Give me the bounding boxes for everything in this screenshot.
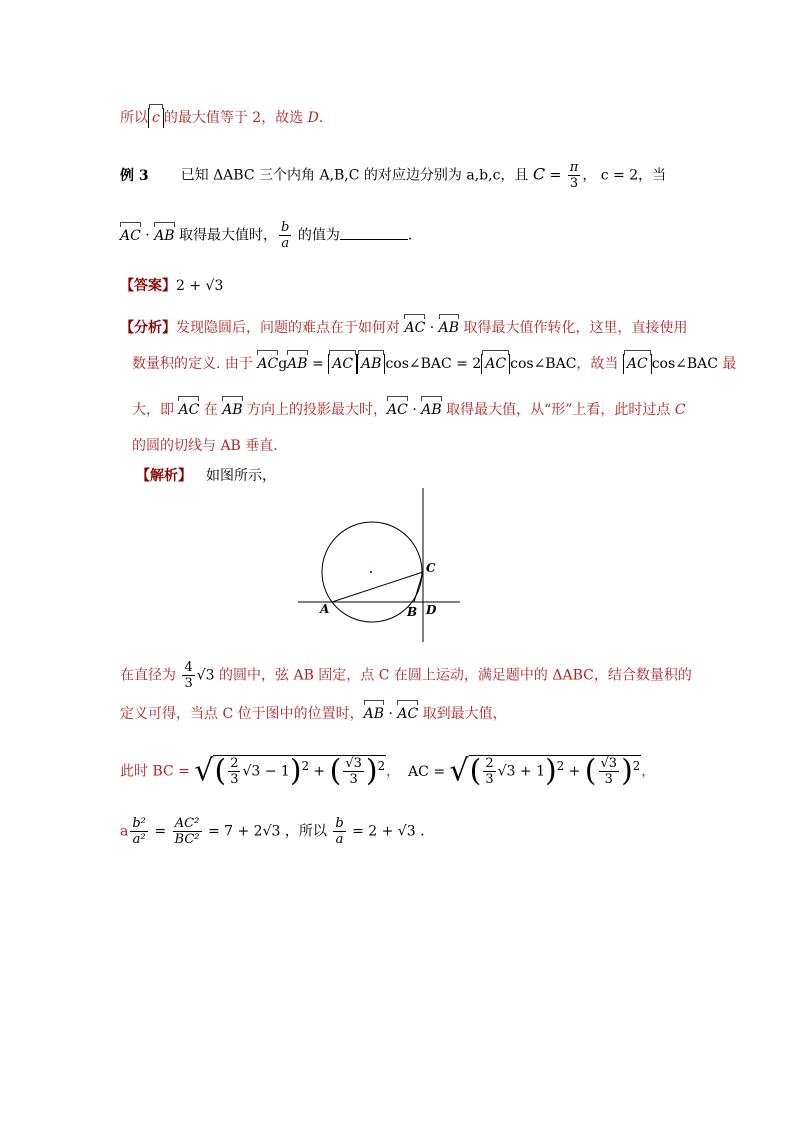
- body-text: 此时 BC =: [120, 763, 195, 780]
- example-3-line: [120, 160, 666, 191]
- frac-num: 4: [184, 660, 193, 675]
- eq-sign: =: [149, 823, 171, 840]
- vector-AB: AB: [438, 320, 460, 336]
- sqrt-ac: ( $\frac{2}{3}$ √3 + 1)$^2$ + ( $\frac{√3}{3}$ )$^2$: [469, 753, 641, 789]
- period: .: [407, 227, 413, 244]
- frac-den: a: [281, 236, 290, 251]
- body-line-3: 此时 BC = √( $\frac{2}{3}$ √3 − 1)$^2$ + ( $\frac{√3}{3}$ )$^2$， AC = √( $\frac{2}{3}$ √3 + 1)$^2$ + ( $\frac{√3}{3}$ )$^2$，: [120, 753, 656, 789]
- pi-over-3: [568, 160, 581, 191]
- example-label: 例 3: [120, 167, 149, 184]
- frac-num: √3: [600, 756, 618, 772]
- cos-expr: cos∠BAC = 2: [385, 356, 482, 372]
- text-dot: .: [318, 110, 324, 126]
- solution-label: 【解析】: [136, 468, 192, 484]
- vector-AB: AB: [154, 227, 175, 244]
- frac-den: 3: [604, 772, 613, 788]
- vector-AC: AC: [387, 402, 408, 418]
- minus-one: − 1: [260, 763, 290, 780]
- label-C: C: [426, 561, 436, 575]
- solution-line: [136, 466, 276, 486]
- vector-AB: AB: [421, 402, 442, 418]
- vector-AB: AB: [222, 402, 243, 418]
- vector-AC: AC: [397, 706, 419, 722]
- sqrt3: √3: [242, 763, 261, 780]
- segment-AC: [332, 572, 423, 602]
- vector-AC: AC: [178, 402, 200, 418]
- segment-BC: [414, 572, 423, 602]
- abs-AC: AC: [481, 354, 510, 374]
- body-text: 在直径为: [120, 667, 181, 684]
- exponent: 2: [556, 759, 565, 773]
- analysis-text: 的圆的切线与 AB 垂直.: [132, 438, 278, 454]
- example-3-line-2: [120, 220, 412, 251]
- analysis-text: 方向上的投影最大时，: [242, 402, 388, 418]
- b-over-a: [333, 816, 345, 847]
- label-D: D: [426, 603, 437, 617]
- eq-sign: =: [545, 167, 566, 184]
- analysis-text: 大，即: [132, 402, 179, 418]
- exponent: 2: [377, 759, 386, 773]
- vector-AC: AC: [120, 227, 141, 244]
- frac-den: 3: [184, 676, 193, 691]
- analysis-text: ，故当: [576, 356, 623, 372]
- example-text: 已知 ΔABC 三个内角 A,B,C 的对应边分别为 a,b,c，且: [180, 167, 533, 184]
- body-text: 定义可得，当点 C 位于图中的位置时，: [120, 706, 364, 722]
- frac-num: 2: [485, 756, 494, 772]
- result-text: = 7 + 2√3 ，所以: [203, 823, 332, 840]
- point-C: C: [674, 402, 686, 418]
- sqrt3: √3: [497, 763, 516, 780]
- analysis-text: 数量积的定义. 由于: [132, 356, 258, 372]
- analysis-label: 【分析】: [120, 320, 176, 336]
- label-B: B: [407, 605, 418, 619]
- frac-den: a²: [132, 832, 146, 847]
- cos-expr: cos∠BAC: [651, 356, 718, 372]
- exponent: 2: [301, 759, 309, 773]
- frac-den: BC²: [174, 832, 200, 847]
- circle-figure: [290, 486, 470, 646]
- answer-value: 2 + √3: [176, 278, 224, 294]
- result-end: = 2 + √3 .: [347, 823, 425, 840]
- dot-op: g: [278, 356, 288, 372]
- frac-num: b²: [132, 816, 146, 831]
- body-text: a: [120, 823, 129, 840]
- answer-label: 【答案】: [120, 278, 176, 294]
- cos-expr: cos∠BAC: [510, 356, 577, 372]
- angle-c: C: [532, 164, 546, 184]
- analysis-text: 取得最大值，从“形”上看，此时过点: [441, 402, 675, 418]
- frac-den: 3: [230, 772, 239, 788]
- frac-den: a: [335, 832, 344, 847]
- dot-op: ·: [140, 227, 155, 244]
- center-dot: [370, 571, 372, 573]
- example-text-2: ， c = 2，当: [582, 167, 667, 184]
- dot-op: ·: [425, 320, 439, 336]
- vector-AB: AB: [287, 356, 308, 372]
- body-line-2: [120, 704, 507, 724]
- body-text: ，: [641, 763, 656, 780]
- four-thirds: [182, 660, 194, 691]
- analysis-line-1: [120, 318, 688, 338]
- analysis-line-2: [132, 354, 736, 374]
- body-text: 取到最大值，: [418, 706, 507, 722]
- frac-num: 2: [230, 756, 239, 772]
- answer-blank: [340, 225, 408, 240]
- solution-text: 如图所示，: [206, 468, 276, 484]
- label-A: A: [320, 602, 330, 616]
- dot-op: ·: [384, 706, 398, 722]
- ac-label: AC =: [408, 763, 450, 780]
- analysis-line-4: [132, 436, 278, 456]
- text-suffix: 的最大值等于 2，故选: [163, 110, 308, 126]
- body-text: 的圆中，弦 AB 固定，点 C 在圆上运动，满足题中的 ΔABC，结合数量积的: [214, 667, 692, 684]
- vector-AC: AC: [404, 320, 426, 336]
- analysis-text: 最: [717, 356, 737, 372]
- vector-AC: AC: [257, 356, 279, 372]
- frac-den: 3: [569, 176, 579, 191]
- eq-sign: =: [307, 356, 329, 372]
- abs-AC: AC: [623, 354, 652, 374]
- vector-c-abs: c: [148, 108, 164, 128]
- line-max-value: [120, 108, 323, 128]
- plus: +: [564, 763, 585, 780]
- answer-line: [120, 276, 223, 296]
- abs-AB: AB: [357, 354, 385, 374]
- vector-AB: AB: [363, 706, 385, 722]
- analysis-text: 在: [199, 402, 223, 418]
- analysis-text: 取得最大值作转化，这里，直接使用: [459, 320, 688, 336]
- sqrt3: √3: [196, 667, 215, 684]
- analysis-text: 发现隐圆后，问题的难点在于如何对: [176, 320, 405, 336]
- frac-num: π: [569, 160, 579, 175]
- sqrt-bc: ( $\frac{2}{3}$ √3 − 1)$^2$ + ( $\frac{√3}{3}$ )$^2$: [214, 753, 386, 789]
- frac-den: 3: [485, 772, 494, 788]
- body-line-1: [120, 660, 692, 691]
- abs-AC: AC: [328, 354, 357, 374]
- text-mid: 取得最大值时，: [174, 227, 278, 244]
- dot-op: ·: [407, 402, 422, 418]
- frac-num: b: [335, 816, 344, 831]
- analysis-line-3: [132, 400, 686, 420]
- frac-num: √3: [345, 756, 362, 772]
- plus: +: [308, 763, 330, 780]
- b2-over-a2: [130, 816, 148, 847]
- choice-letter: D: [307, 110, 319, 126]
- frac-den: 3: [349, 772, 358, 788]
- text-prefix: 所以: [120, 110, 148, 126]
- body-line-4: [120, 816, 425, 847]
- exponent: 2: [632, 759, 641, 773]
- ac2-over-bc2: [173, 816, 202, 847]
- b-over-a: [279, 220, 291, 251]
- body-text: ，: [386, 763, 401, 780]
- frac-num: AC²: [173, 816, 202, 832]
- plus-one: + 1: [515, 763, 545, 780]
- frac-num: b: [281, 220, 290, 235]
- text-end: 的值为: [293, 227, 340, 244]
